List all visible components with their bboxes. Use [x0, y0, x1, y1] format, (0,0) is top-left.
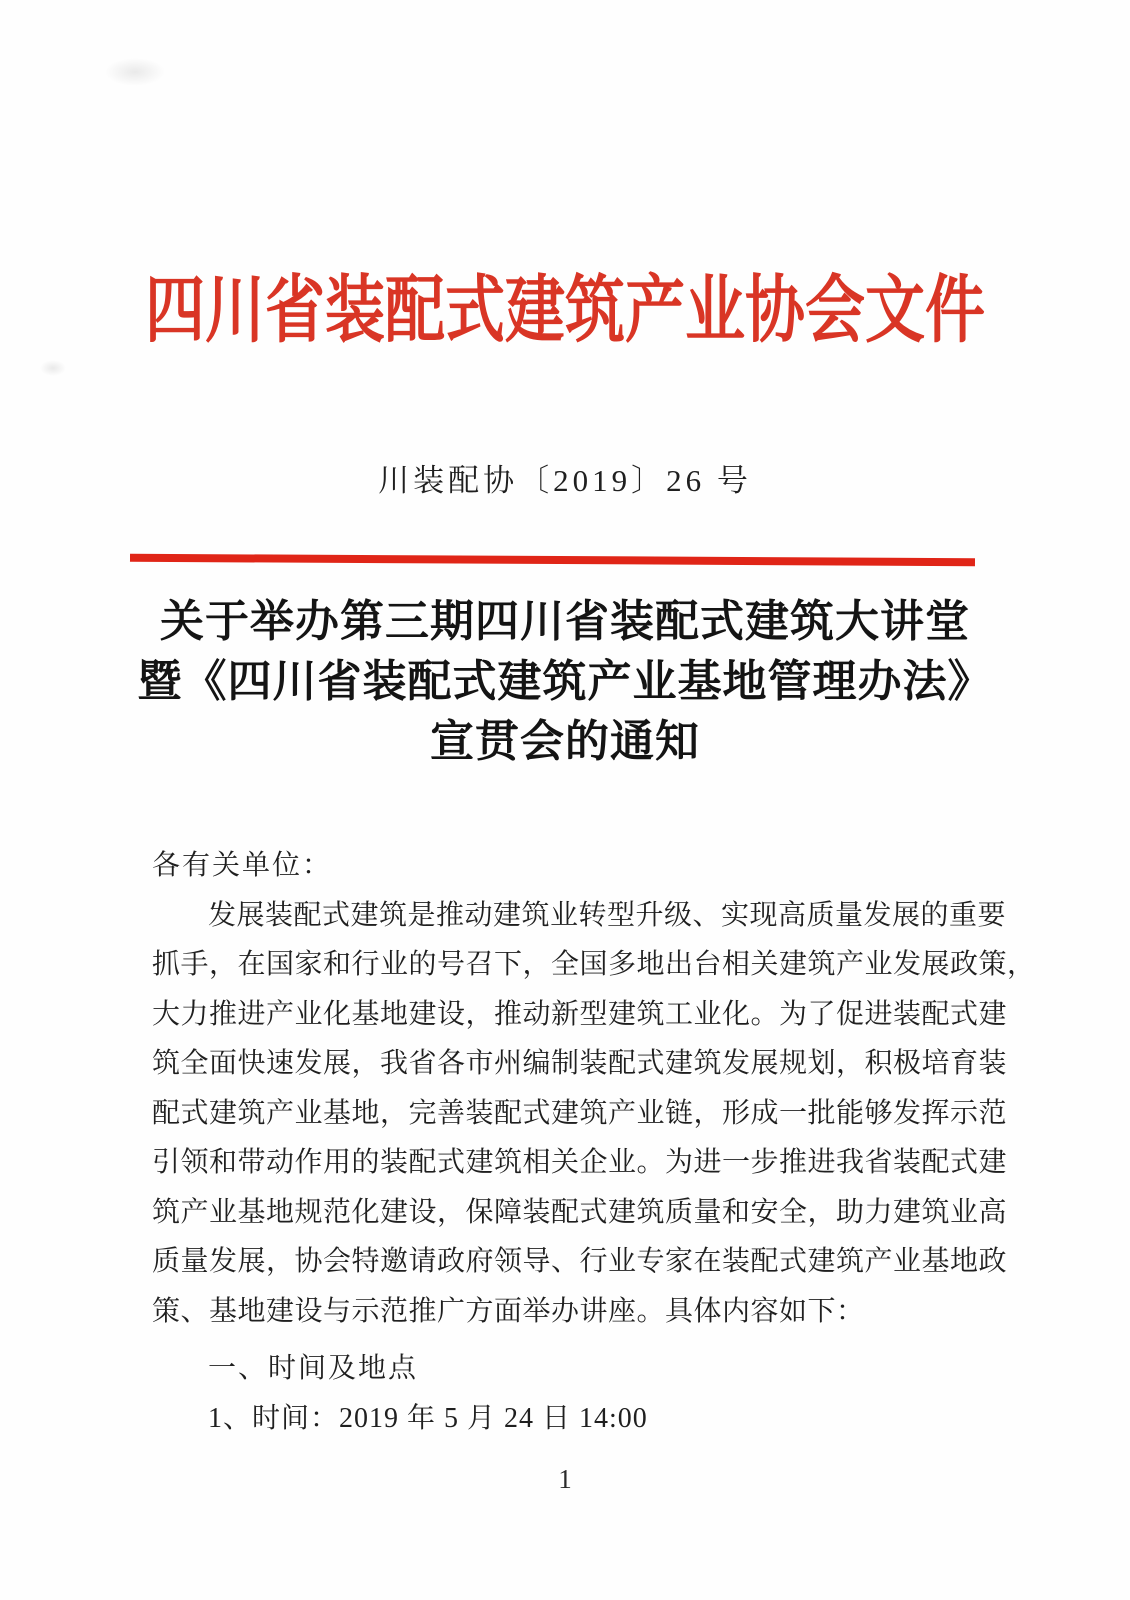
paragraph-line: 引领和带动作用的装配式建筑相关企业。为进一步推进我省装配式建 — [152, 1147, 1008, 1178]
document-body — [152, 841, 1036, 1443]
document-header-title: 四川省装配式建筑产业协会文件 — [145, 270, 985, 351]
red-divider-line — [130, 554, 975, 566]
page-number: 1 — [558, 1464, 572, 1494]
document-number: 川装配协〔2019〕26 号 — [378, 463, 752, 498]
paragraph-line: 筑全面快速发展，我省各市州编制装配式建筑发展规划，积极培育装 — [152, 1048, 1008, 1079]
document-title-line-3: 宣贯会的通知 — [430, 717, 700, 766]
paragraph-line: 策、基地建设与示范推广方面举办讲座。具体内容如下： — [152, 1295, 865, 1327]
time-item: 1、时间：2019 年 5 月 24 日 14:00 — [208, 1402, 648, 1434]
document-title-line-1: 关于举办第三期四川省装配式建筑大讲堂 — [160, 597, 970, 646]
document-title — [0, 592, 1130, 772]
paragraph-line: 筑产业基地规范化建设，保障装配式建筑质量和安全，助力建筑业高 — [152, 1196, 1008, 1228]
body-paragraph — [152, 891, 1036, 1337]
salutation: 各有关单位： — [152, 850, 333, 881]
paragraph-line: 质量发展，协会特邀请政府领导、行业专家在装配式建筑产业基地政 — [152, 1246, 1008, 1277]
document-title-line-2: 暨《四川省装配式建筑产业基地管理办法》 — [137, 657, 993, 706]
paragraph-line: 发展装配式建筑是推动建筑业转型升级、实现高质量发展的重要 — [208, 899, 1007, 931]
paragraph-line: 抓手，在国家和行业的号召下，全国多地出台相关建筑产业发展政策， — [152, 949, 1036, 980]
scan-smudge — [40, 360, 66, 376]
section-heading-time-and-place: 一、时间及地点 — [208, 1353, 419, 1384]
paragraph-line: 大力推进产业化基地建设，推动新型建筑工业化。为了促进装配式建 — [152, 998, 1008, 1030]
scan-smudge — [105, 58, 165, 86]
paragraph-line: 配式建筑产业基地，完善装配式建筑产业链，形成一批能够发挥示范 — [152, 1097, 1008, 1129]
